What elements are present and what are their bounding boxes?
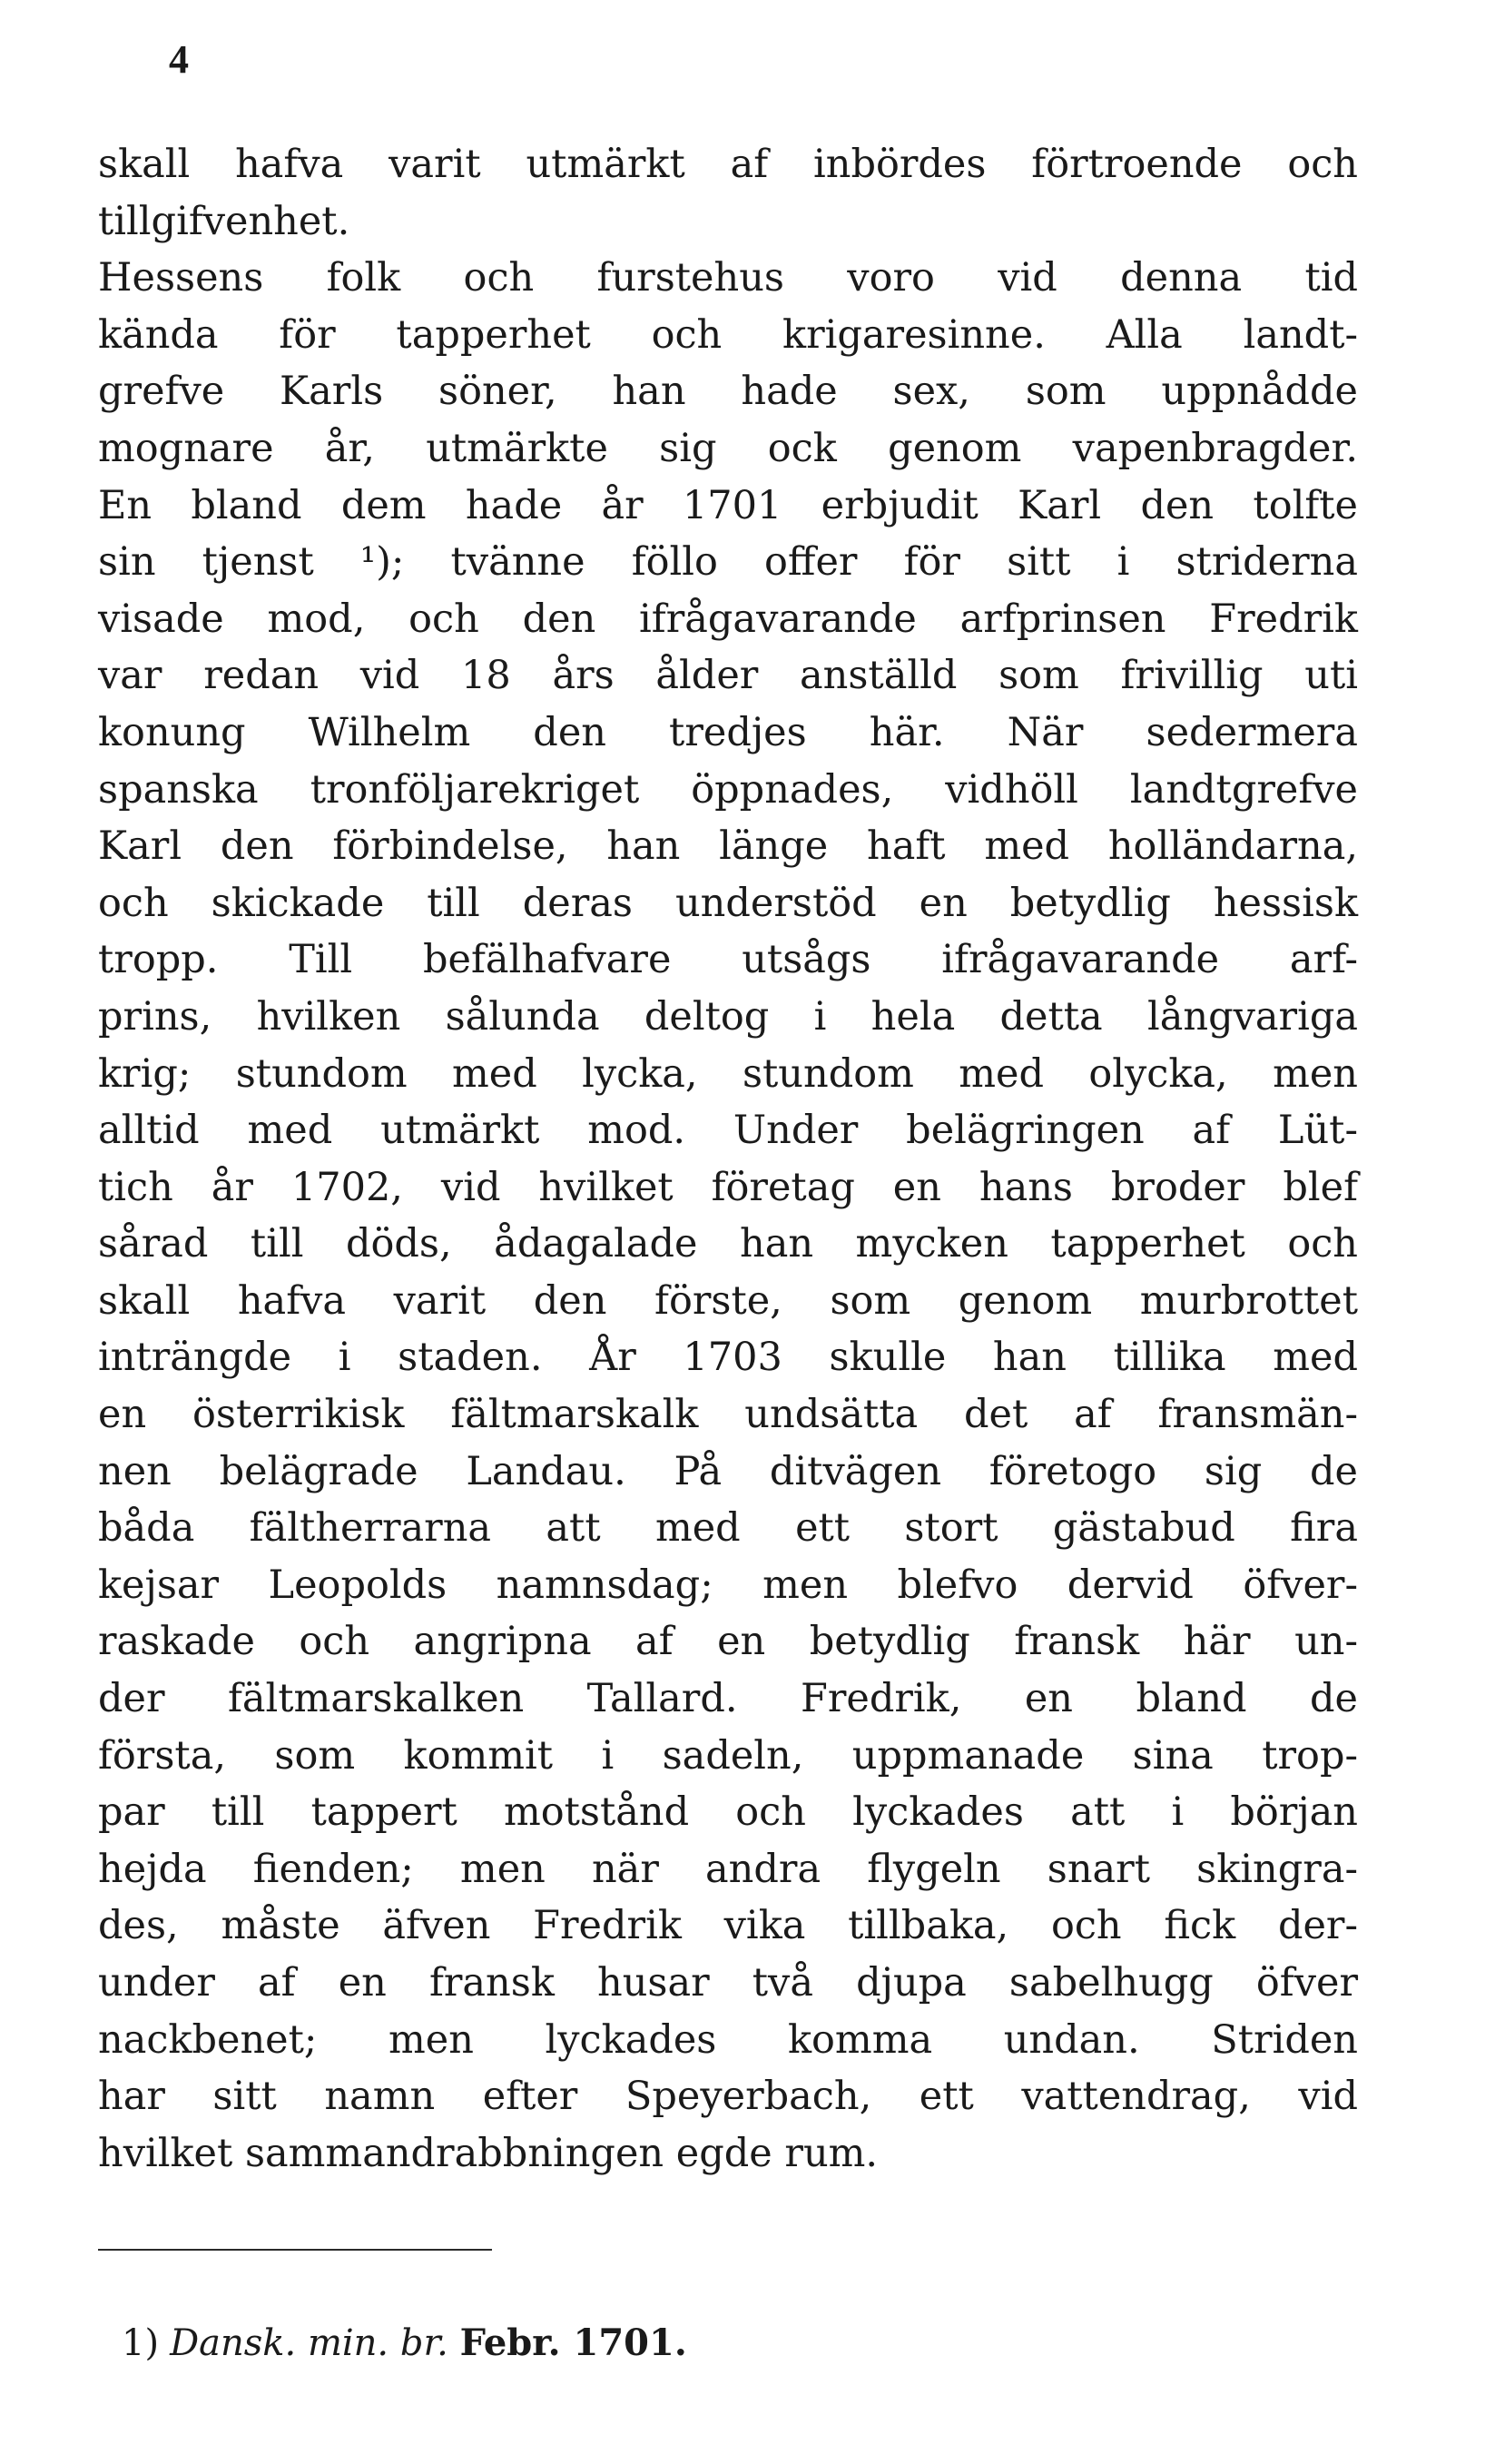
text-line: kända för tapperhet och krigaresinne. Alla landt- — [98, 311, 1358, 358]
footnote-separator — [98, 2249, 492, 2251]
text-line: par till tappert motstånd och lyckades att i början — [98, 1789, 1358, 1836]
text-line: första, som kommit i sadeln, uppmanade sina trop- — [98, 1732, 1358, 1779]
text-line: krig; stundom med lycka, stundom med olycka, men — [98, 1050, 1358, 1097]
text-line: Hessens folk och furstehus voro vid denna tid — [98, 255, 1358, 301]
footnote-date: Febr. 1701. — [459, 2321, 687, 2364]
text-line: har sitt namn efter Speyerbach, ett vattendrag, vid — [98, 2074, 1358, 2120]
text-line: båda fältherrarna att med ett stort gästabud fira — [98, 1505, 1358, 1552]
text-line: mognare år, utmärkte sig ock genom vapenbragder. — [98, 425, 1358, 471]
body-paragraph — [98, 136, 1358, 2182]
text-line: Karl den förbindelse, han länge haft med holländarna, — [98, 823, 1358, 870]
text-line: under af en fransk husar två djupa sabelhugg öfver — [98, 1960, 1358, 2006]
text-line: hvilket sammandrabbningen egde rum. — [98, 2130, 879, 2176]
text-line: en österrikisk fältmarskalk undsätta det af fransmän- — [98, 1392, 1358, 1438]
text-line: des, måste äfven Fredrik vika tillbaka, och fick der- — [98, 1903, 1358, 1949]
text-line: visade mod, och den ifrågavarande arfprinsen Fredrik — [98, 596, 1358, 642]
footnote-source: Dansk. min. br. — [170, 2322, 448, 2364]
text-line: tillgifvenhet. — [98, 198, 350, 244]
text-line: nen belägrade Landau. På ditvägen företogo sig de — [98, 1448, 1358, 1494]
text-line: nackbenet; men lyckades komma undan. Striden — [98, 2016, 1358, 2063]
footnote-mark: 1) — [122, 2322, 160, 2364]
text-line: konung Wilhelm den tredjes här. När sedermera — [98, 709, 1358, 755]
text-line: der fältmarskalken Tallard. Fredrik, en bland de — [98, 1676, 1358, 1722]
text-line: tich år 1702, vid hvilket företag en hans broder blef — [98, 1164, 1358, 1210]
text-line: spanska tronföljarekriget öppnades, vidhöll landtgrefve — [98, 766, 1358, 813]
page-number: 4 — [169, 37, 189, 82]
text-line: och skickade till deras understöd en betydlig hessisk — [98, 880, 1358, 926]
text-line: inträngde i staden. År 1703 skulle han tillika med — [98, 1335, 1358, 1381]
text-line: hejda fienden; men när andra flygeln snart skingra- — [98, 1846, 1358, 1892]
text-line: En bland dem hade år 1701 erbjudit Karl den tolfte — [98, 482, 1358, 528]
text-line: skall hafva varit utmärkt af inbördes förtroende och — [98, 142, 1358, 187]
text-line: kejsar Leopolds namnsdag; men blefvo dervid öfver- — [98, 1562, 1358, 1608]
text-line: sin tjenst ¹); tvänne föllo offer för sitt i striderna — [98, 539, 1358, 586]
text-line: prins, hvilken sålunda deltog i hela detta långvariga — [98, 993, 1358, 1040]
text-line: skall hafva varit den förste, som genom murbrottet — [98, 1277, 1358, 1324]
text-line: alltid med utmärkt mod. Under belägringen af Lüt- — [98, 1108, 1358, 1154]
text-line: sårad till döds, ådagalade han mycken tapperhet och — [98, 1221, 1358, 1267]
text-line: tropp. Till befälhafvare utsågs ifrågavarande arf- — [98, 937, 1358, 983]
text-line: grefve Karls söner, han hade sex, som uppnådde — [98, 369, 1358, 415]
text-line: var redan vid 18 års ålder anställd som frivillig uti — [98, 653, 1358, 699]
text-line: raskade och angripna af en betydlig fransk här un- — [98, 1619, 1358, 1665]
footnote — [122, 2320, 687, 2367]
